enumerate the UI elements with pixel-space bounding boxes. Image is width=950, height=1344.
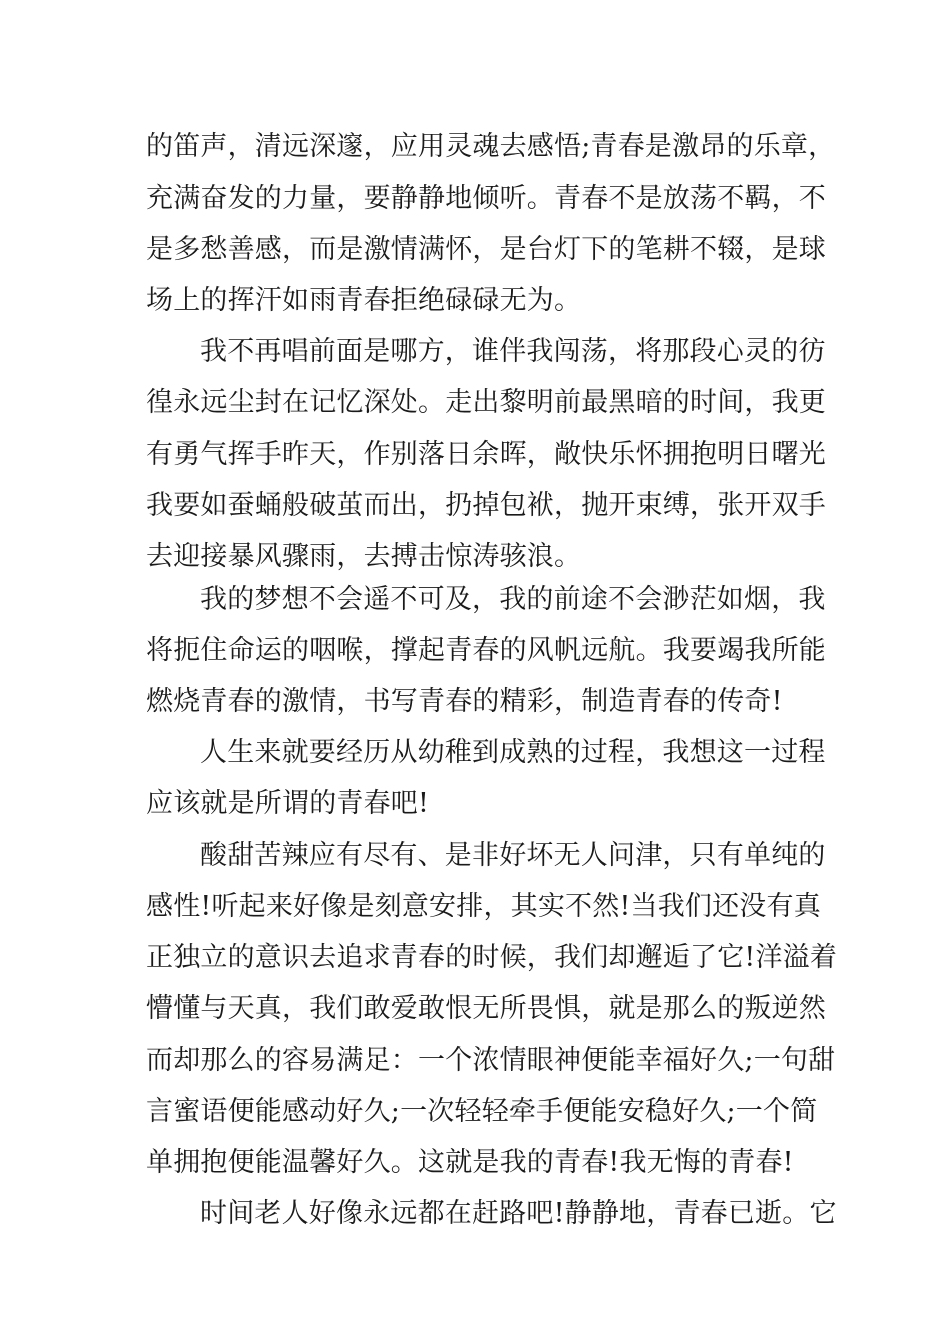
text-line: 去迎接暴风骤雨，去搏击惊涛骇浪。 — [146, 541, 582, 572]
text-line: 我要如蚕蛹般破茧而出，扔掉包袱，抛开束缚，张开双手 — [146, 490, 826, 521]
paragraph-first-line: 时间老人好像永远都在赶路吧!静静地，青春已逝。它 — [200, 1198, 837, 1229]
text-line: 应该就是所谓的青春吧! — [146, 788, 430, 819]
text-line: 懵懂与天真，我们敢爱敢恨无所畏惧，就是那么的叛逆然 — [146, 993, 826, 1024]
text-line: 将扼住命运的咽喉，撑起青春的风帆远航。我要竭我所能 — [146, 635, 826, 666]
text-line: 正独立的意识去追求青春的时候，我们却邂逅了它!洋溢着 — [146, 942, 838, 973]
text-line: 是多愁善感，而是激情满怀，是台灯下的笔耕不辍，是球 — [146, 234, 826, 265]
paragraph-first-line: 酸甜苦辣应有尽有、是非好坏无人问津，只有单纯的 — [200, 840, 826, 871]
text-line: 单拥抱便能温馨好久。这就是我的青春!我无悔的青春! — [146, 1147, 794, 1178]
text-line: 燃烧青春的激情，书写青春的精彩，制造青春的传奇! — [146, 686, 783, 717]
text-line: 充满奋发的力量，要静静地倾听。青春不是放荡不羁，不 — [146, 183, 826, 214]
paragraph-first-line: 我的梦想不会遥不可及，我的前途不会渺茫如烟，我 — [200, 584, 826, 615]
paragraph-first-line: 我不再唱前面是哪方，谁伴我闯荡，将那段心灵的彷 — [200, 336, 826, 367]
text-line: 而却那么的容易满足：一个浓情眼神便能幸福好久;一句甜 — [146, 1045, 836, 1076]
text-line: 的笛声，清远深邃，应用灵魂去感悟;青春是激昂的乐章， — [146, 131, 836, 162]
text-line: 场上的挥汗如雨青春拒绝碌碌无为。 — [146, 285, 582, 316]
text-line: 言蜜语便能感动好久;一次轻轻牵手便能安稳好久;一个简 — [146, 1096, 818, 1127]
text-line: 有勇气挥手昨天，作别落日余晖，敞快乐怀拥抱明日曙光 — [146, 439, 826, 470]
paragraph-first-line: 人生来就要经历从幼稚到成熟的过程，我想这一过程 — [200, 737, 826, 768]
text-line: 徨永远尘封在记忆深处。走出黎明前最黑暗的时间，我更 — [146, 387, 826, 418]
text-line: 感性!听起来好像是刻意安排，其实不然!当我们还没有真 — [146, 891, 821, 922]
